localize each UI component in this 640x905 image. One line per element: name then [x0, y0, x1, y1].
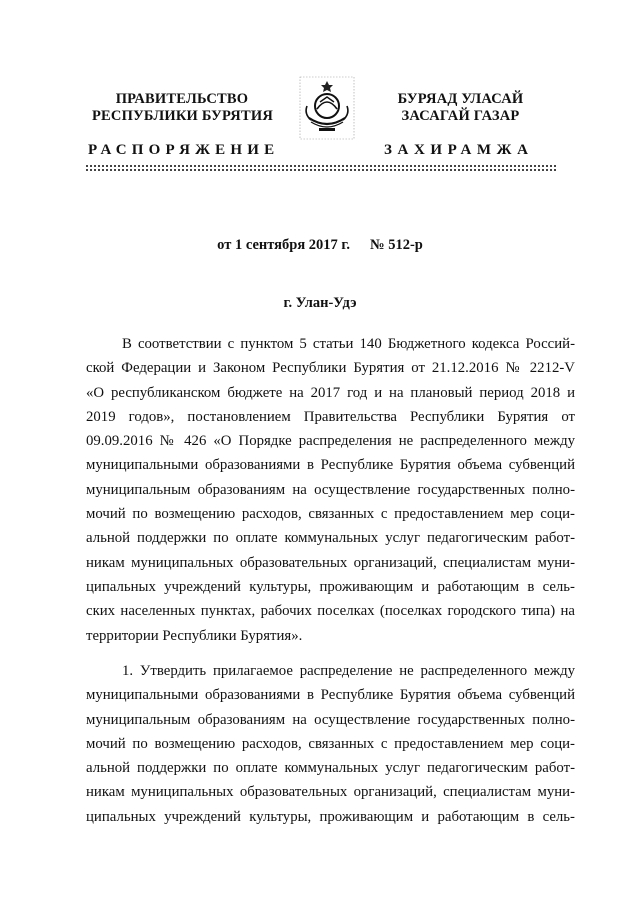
- text-line: муниципальными образованиями в Республике Бурятия объема субвенций: [86, 687, 575, 704]
- header-divider-bottom: [86, 169, 556, 171]
- item-1-paragraph: [86, 659, 575, 829]
- text-line: мочий по возмещению расходов, связанных с предоставлением мер соци-: [86, 735, 575, 752]
- text-line: «О республиканском бюджете на 2017 год и на плановый период 2018 и: [86, 384, 575, 401]
- issuer-buryat-line2: ЗАСАГАЙ ГАЗАР: [401, 108, 520, 124]
- text-line: муниципальными образованиями в Республике Бурятия объема субвенций: [86, 457, 575, 474]
- order-date: от 1 сентября 2017 г.: [217, 237, 350, 253]
- text-line: ских населенных пунктах, рабочих поселках (поселках городского типа) на: [86, 603, 575, 620]
- order-number: № 512-р: [370, 237, 423, 253]
- text-line: альной поддержки по оплате коммунальных услуг педагогическим работ-: [86, 530, 575, 547]
- doc-type-buryat: ЗАХИРАМЖА: [384, 142, 534, 158]
- text-line: В соответствии с пунктом 5 статьи 140 Бюджетного кодекса Россий-: [122, 336, 575, 352]
- text-line: никам муниципальных образовательных организаций, специалистам муни-: [86, 784, 575, 801]
- text-line: ципальных учреждений культуры, проживающим и работающим в сель-: [86, 808, 575, 825]
- doc-type-russian: РАСПОРЯЖЕНИЕ: [88, 142, 280, 158]
- text-line: территории Республики Бурятия».: [86, 627, 303, 644]
- issuer-russian: [92, 91, 272, 125]
- preamble-paragraph: [86, 332, 575, 648]
- text-line: ципальных учреждений культуры, проживающим и работающим в сель-: [86, 578, 575, 595]
- text-line: 1. Утвердить прилагаемое распределение не распределенного между: [122, 663, 575, 679]
- issuer-buryat: [378, 91, 543, 125]
- text-line: ской Федерации и Законом Республики Бурятия от 21.12.2016 № 2212-V: [86, 360, 575, 377]
- text-line: муниципальным образованиям на осуществление государственных полно-: [86, 711, 575, 728]
- text-line: никам муниципальных образовательных организаций, специалистам муни-: [86, 554, 575, 571]
- text-line: альной поддержки по оплате коммунальных услуг педагогическим работ-: [86, 760, 575, 777]
- order-dateline: [0, 237, 640, 254]
- issuer-buryat-line1: БУРЯАД УЛАСАЙ: [397, 91, 524, 107]
- header-divider-top: [86, 165, 556, 167]
- coat-of-arms-icon: [299, 76, 355, 140]
- issuer-russian-line2: РЕСПУБЛИКИ БУРЯТИЯ: [92, 108, 273, 124]
- order-city: г. Улан-Удэ: [283, 295, 357, 311]
- issuer-russian-line1: ПРАВИТЕЛЬСТВО: [115, 91, 249, 107]
- text-line: муниципальным образованиям на осуществление государственных полно-: [86, 481, 575, 498]
- text-line: 2019 годов», постановлением Правительства Республики Бурятия от: [86, 408, 575, 425]
- text-line: 09.09.2016 № 426 «О Порядке распределения не распределенного между: [86, 433, 575, 450]
- text-line: мочий по возмещению расходов, связанных с предоставлением мер соци-: [86, 506, 575, 523]
